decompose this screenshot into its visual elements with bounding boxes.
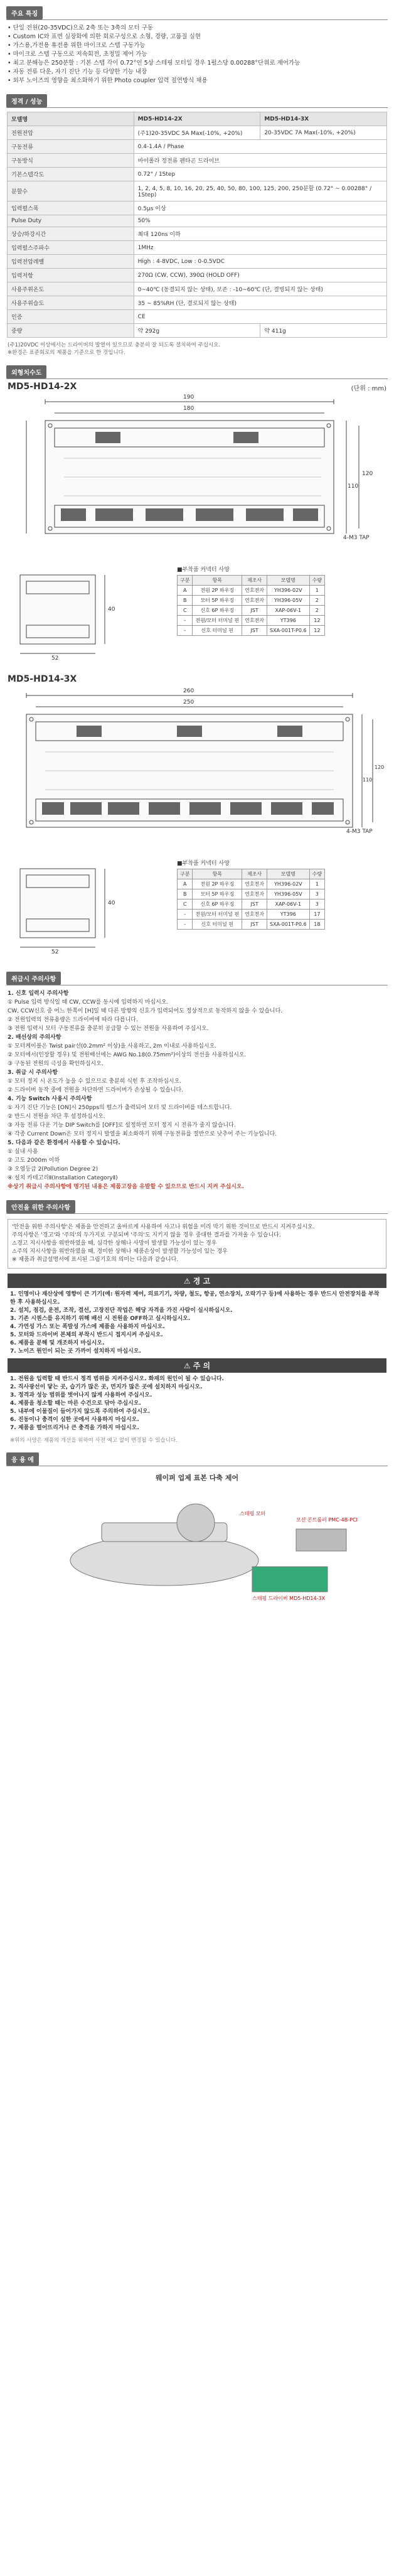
- spec-row-label: 사용주위온도: [8, 282, 134, 296]
- section-tab-application: 응 용 예: [6, 1452, 39, 1466]
- conn-th: 제조사: [242, 576, 267, 586]
- feature-item: • 가스용,가전용 휴전용 위한 마이크로 스텝 구동가능: [8, 42, 146, 49]
- spec-cell: 바이폴라 정전류 펜타곤 드라이브: [134, 154, 386, 168]
- dim-label: 52: [51, 949, 59, 955]
- application-title: 웨이퍼 업제 표본 다축 제어: [155, 1474, 239, 1482]
- dim-label: 120: [362, 471, 373, 477]
- caution-item: ③ 오염등급 2(Pollution Degree 2): [8, 1166, 98, 1173]
- drawing1: [8, 395, 386, 559]
- caution-item: ③ 구동된 전원의 극성을 확인하십시오.: [8, 1061, 104, 1067]
- safety-caution-item: 5. 내부에 이물질이 들어가지 않도록 주의하여 주십시오.: [10, 1409, 151, 1415]
- spec-row-label: 구동전류: [8, 140, 134, 154]
- section-tab-spec: 정격 / 성능: [6, 94, 47, 107]
- conn-cell: YH396-05V: [267, 596, 310, 606]
- caution-item: ③ 전원 입력시 모터 구동전류를 충분히 공급할 수 있는 전원을 사용하여 주십시오.: [8, 1026, 209, 1032]
- safety-caution-item: 6. 진동이나 충격이 심한 곳에서 사용하지 마십시오.: [10, 1417, 139, 1423]
- drawing2: [8, 689, 386, 852]
- drawing2-svg: [8, 689, 384, 852]
- feature-list: [8, 24, 386, 85]
- conn-cell: 3: [309, 899, 324, 910]
- conn-cell: YH396-05V: [267, 889, 310, 899]
- unit-label: (단위 : mm): [351, 385, 386, 392]
- drawing2-side-svg: [8, 856, 146, 957]
- spec-row: [8, 241, 387, 255]
- application-figure: [8, 1485, 386, 1611]
- spec-header: [6, 92, 388, 108]
- caution-item: 5. 다음과 같은 환경에서 사용할 수 있습니다.: [8, 1140, 120, 1146]
- spec-row-label: 구동방식: [8, 154, 134, 168]
- spec-note: ※환경은 표준회로의 제품을 기준으로 한 것입니다.: [8, 350, 125, 356]
- conn-row: [178, 626, 325, 636]
- drawing1-svg: [8, 395, 384, 559]
- dim-label: 190: [183, 394, 194, 400]
- safety-caution-item: 4. 제품을 청소할 때는 마른 수건으로 닦아 주십시오.: [10, 1400, 141, 1407]
- spec-row-label: 입력펄스폭: [8, 201, 134, 215]
- conn-th: 항목: [193, 869, 242, 879]
- application-svg: [8, 1485, 384, 1611]
- conn-th: 수량: [309, 576, 324, 586]
- conn-th: 모델명: [267, 869, 310, 879]
- conn-cell: C: [178, 899, 193, 910]
- spec-row: [8, 296, 387, 310]
- spec-row: [8, 215, 387, 227]
- warning-title: ⚠ 경 고: [8, 1274, 386, 1288]
- spec-row-label: 입력저항: [8, 269, 134, 282]
- drawing1-title: MD5-HD14-2X: [8, 382, 77, 392]
- spec-row-label: 입력전압레벨: [8, 255, 134, 269]
- caution-item: ③ 자동 전류 다운 기능 DIP Switch를 [OFF]로 설정하면 모터 정지 시 전류가 줄지 않습니다.: [8, 1122, 236, 1129]
- conn-cell: 12: [309, 616, 324, 626]
- caution-title: ⚠ 주 의: [8, 1358, 386, 1373]
- conn-cell: 연호전자: [242, 910, 267, 920]
- spec-row: [8, 126, 387, 140]
- caution-item: 4. 기능 Switch 사용시 주의사항: [8, 1096, 92, 1102]
- dim-label: 40: [108, 900, 115, 906]
- conn-cell: B: [178, 889, 193, 899]
- spec-th: MD5-HD14-2X: [134, 112, 260, 126]
- dim-label: 250: [183, 699, 194, 706]
- spec-cell: 20-35VDC 7A Max(-10%, +20%): [260, 126, 387, 140]
- warning-item: 3. 기존 시퀀스를 유지하기 위해 배선 시 전원을 OFF하고 실시하십시오.: [10, 1316, 191, 1322]
- conn-cell: A: [178, 879, 193, 889]
- dim-label: 260: [183, 688, 194, 694]
- conn-cell: 18: [309, 920, 324, 930]
- feature-item: • Custom IC와 표면 실장화에 의한 회로구성으로 소형, 경량, 고품질 실현: [8, 33, 201, 40]
- conn-cell: -: [178, 626, 193, 636]
- spec-row-label: 인증: [8, 310, 134, 324]
- caution-item: CW, CCW신호 중 어느 한쪽이 [H]일 때 다른 방향의 신호가 입력되어도 정상적으로 동작하지 않을 수 있습니다.: [8, 1008, 283, 1014]
- dim-label: 4-M3 TAP: [343, 535, 370, 541]
- conn-cell: JST: [242, 920, 267, 930]
- feature-item: • 최고 분해능은 250분할 : 기본 스텝 각이 0.72°인 5상 스테핑 모터일 경우 1펄스당 0.00288°단위로 제어가능: [8, 60, 301, 67]
- conn-cell: 전원/모터 터미널 핀: [193, 616, 242, 626]
- spec-row: [8, 282, 387, 296]
- spec-row: [8, 310, 387, 324]
- spec-cell: 0.72° / 1Step: [134, 168, 386, 181]
- application-header: [6, 1450, 388, 1466]
- spec-row: [8, 227, 387, 241]
- safety-intro: ※ 제품과 취급설명서에 표시된 그림기호의 의미는 다음과 같습니다.: [12, 1257, 179, 1263]
- warning-item: 4. 가연성 가스 또는 폭발성 가스에 제품을 사용하지 마십시오.: [10, 1324, 165, 1330]
- drawing2-title: MD5-HD14-3X: [8, 674, 77, 684]
- conn-cell: JST: [242, 626, 267, 636]
- caution-item: ④ 각종 Current Down은 모터 정지시 발열을 최소화하기 위해 구동전류를 절반으로 낮추어 주는 기능입니다.: [8, 1131, 277, 1137]
- spec-cell: CE: [134, 310, 386, 324]
- spec-cell: 270Ω (CW, CCW), 390Ω (HOLD OFF): [134, 269, 386, 282]
- caution-item: ② 반드시 전원을 차단 후 설정하십시오.: [8, 1114, 105, 1120]
- conn-cell: C: [178, 606, 193, 616]
- spec-row: [8, 269, 387, 282]
- conn-th: 구분: [178, 576, 193, 586]
- conn-cell: 전원 2P 하우징: [193, 586, 242, 596]
- spec-row: [8, 201, 387, 215]
- spec-row-label: 전원전압: [8, 126, 134, 140]
- spec-cell: 0.4-1.4A / Phase: [134, 140, 386, 154]
- conn1-caption: ■부착품 커넥터 사양: [177, 567, 230, 573]
- conn-cell: 연호전자: [242, 616, 267, 626]
- conn-cell: XAP-06V-1: [267, 606, 310, 616]
- conn-cell: 전원/모터 터미널 핀: [193, 910, 242, 920]
- caution-item: ② 전원입력의 전류용량은 드라이버에 따라 다릅니다.: [8, 1017, 138, 1023]
- conn-cell: 연호전자: [242, 889, 267, 899]
- conn-cell: 17: [309, 910, 324, 920]
- spec-cell: 0~40℃ (동결되지 않는 상태), 보존 : -10~60℃ (단, 결빙되지 않는 상태): [134, 282, 386, 296]
- conn-cell: 3: [309, 889, 324, 899]
- warning-item: 6. 제품을 분해 및 개조하지 마십시오.: [10, 1340, 105, 1346]
- spec-notes: [8, 341, 386, 357]
- spec-row-label: 상승/하강시간: [8, 227, 134, 241]
- conn-cell: -: [178, 920, 193, 930]
- conn-cell: 1: [309, 586, 324, 596]
- caution-item: ④ 설치 카테고리Ⅱ(Installation CategoryⅡ): [8, 1175, 118, 1181]
- conn-cell: 모터 5P 하우징: [193, 889, 242, 899]
- conn-cell: 2: [309, 596, 324, 606]
- conn-row: [178, 606, 325, 616]
- dim-label: 180: [183, 405, 194, 412]
- warning-item: 7. 노이즈 원인이 되는 곳 가까이 설치하지 마십시오.: [10, 1348, 141, 1355]
- caution-item: ① 모터케이블은 Twist pair선(0.2mm² 이상)을 사용하고, 2m 이내로 사용하십시오.: [8, 1043, 217, 1049]
- app-label: 모션 콘트롤러 PMC-4B-PCI: [296, 1517, 358, 1523]
- spec-row-label: 분할수: [8, 181, 134, 201]
- conn-th: 항목: [193, 576, 242, 586]
- safety-footer: ※위의 사양은 제품의 개선을 위하여 사전 예고 없이 변경될 수 있습니다.: [10, 1437, 178, 1444]
- caution-item: ① 실내 사용: [8, 1149, 38, 1155]
- app-label: 스테핑 드라이버 MD5-HD14-3X: [252, 1596, 326, 1601]
- section-tab-dimensions: 외형치수도: [6, 365, 46, 378]
- drawing1-side-svg: [8, 562, 146, 663]
- dimensions-header: [6, 363, 388, 379]
- safety-intro: '안전을 위한 주의사항'은 제품을 안전하고 올바르게 사용하여 사고나 위험을 미리 막기 위한 것이므로 반드시 지켜주십시오.: [12, 1224, 315, 1230]
- conn-cell: SXA-001T-P0.6: [267, 920, 310, 930]
- conn-cell: JST: [242, 899, 267, 910]
- spec-header-row: [8, 112, 387, 126]
- conn-row: [178, 899, 325, 910]
- safety-caution-item: 2. 직사광선이 닿는 곳, 습기가 많은 곳, 먼지가 많은 곳에 설치하지 마십시오.: [10, 1384, 203, 1390]
- conn-cell: -: [178, 910, 193, 920]
- safety-caution-list: [10, 1375, 384, 1432]
- warning-item: 1. 인명이나 재산상에 영향이 큰 기기(예: 원자력 제어, 의료기기, 차량, 철도, 항공, 연소장치, 오락기구 등)에 사용하는 경우 반드시 안전장치를 부착한 후 사용하십시오.: [10, 1291, 380, 1306]
- spec-cell: 1MHz: [134, 241, 386, 255]
- spec-th: MD5-HD14-3X: [260, 112, 387, 126]
- section-tab-caution: 취급시 주의사항: [6, 972, 61, 985]
- caution-item: ※상기 취급시 주의사항에 명기된 내용은 제품고장을 유발할 수 있으므로 반드시 지켜 주십시오.: [8, 1184, 245, 1190]
- safety-intro: 주의사항은 '경고'와 '주의'의 두가지로 구분되며 '주의'도 지키지 않을 경우 중대한 결과를 가져올 수 있습니다.: [12, 1232, 281, 1238]
- conn-cell: -: [178, 616, 193, 626]
- conn-cell: 1: [309, 879, 324, 889]
- features-header: [6, 4, 388, 20]
- spec-cell: 약 411g: [260, 324, 387, 338]
- safety-intro: ⚠경고 지시사항을 위반하였을 때, 심각한 상해나 사망이 발생할 가능성이 있는 경우: [12, 1240, 217, 1247]
- caution-header: [6, 969, 388, 985]
- conn-cell: XAP-06V-1: [267, 899, 310, 910]
- conn-th: 모델명: [267, 576, 310, 586]
- conn-row: [178, 596, 325, 606]
- spec-row-label: 사용주위습도: [8, 296, 134, 310]
- conn-row: [178, 920, 325, 930]
- conn-header-row: [178, 576, 325, 586]
- spec-row-label: 입력펄스주파수: [8, 241, 134, 255]
- dim-label: 40: [108, 606, 115, 613]
- app-label: 스테핑 모터: [240, 1511, 266, 1516]
- caution-item: ① 모터 정지 시 온도가 높을 수 있으므로 충분히 식힌 후 조작하십시오.: [8, 1078, 182, 1085]
- warning-item: 2. 설치, 점검, 운전, 조작, 결선, 고장진단 작업은 해당 자격을 가진 사람이 실시하십시오.: [10, 1307, 233, 1314]
- warning-list: [10, 1291, 384, 1356]
- conn-row: [178, 910, 325, 920]
- conn-cell: YH396-02V: [267, 879, 310, 889]
- conn-cell: YT396: [267, 616, 310, 626]
- conn-cell: YH396-02V: [267, 586, 310, 596]
- safety-header: [6, 1198, 388, 1214]
- caution-item: ② 드라이버 동작 중에 전원을 차단하면 드라이버가 손상될 수 있습니다.: [8, 1087, 184, 1093]
- conn-cell: B: [178, 596, 193, 606]
- spec-row: [8, 168, 387, 181]
- section-tab-safety: 안전을 위한 주의사항: [6, 1200, 75, 1213]
- spec-row-label: 중량: [8, 324, 134, 338]
- conn-cell: 연호전자: [242, 596, 267, 606]
- caution-item: 3. 취급 시 주의사항: [8, 1070, 58, 1076]
- warning-item: 5. 모터와 드라이버 본체의 부착시 반드시 접지시켜 주십시오.: [10, 1332, 163, 1338]
- safety-intro-box: [8, 1219, 386, 1269]
- section-tab-features: 주요 특징: [6, 6, 43, 19]
- safety-caution-item: 1. 전원을 입력할 때 반드시 정격 범위를 지켜주십시오. 화재의 원인이 될 수 있습니다.: [10, 1376, 225, 1382]
- conn-cell: 연호전자: [242, 586, 267, 596]
- safety-caution-item: 3. 정격과 성능 범위를 벗어나지 않게 사용하여 주십시오.: [10, 1392, 152, 1398]
- conn-cell: 12: [309, 626, 324, 636]
- dim-label: 52: [51, 655, 59, 662]
- spec-cell: 최대 120ns 이하: [134, 227, 386, 241]
- feature-item: • 외부 노이즈의 영향을 최소화하기 위한 Photo coupler 입력 절연방식 채용: [8, 77, 208, 84]
- conn-cell: YT396: [267, 910, 310, 920]
- conn-th: 구분: [178, 869, 193, 879]
- conn-cell: 전원 2P 하우징: [193, 879, 242, 889]
- conn2-caption: ■부착품 커넥터 사양: [177, 861, 230, 867]
- spec-cell: (주1)20-35VDC 5A Max(-10%, +20%): [134, 126, 260, 140]
- conn-cell: 신호 터미널 핀: [193, 626, 242, 636]
- conn-header-row: [178, 869, 325, 879]
- spec-note: (주1)20VDC 이상에서는 드라이버의 발열이 있으므로 충분히 잘 되도록 설치하여 주십시오.: [8, 342, 221, 348]
- safety-caution-item: 7. 제품을 떨어뜨리거나 큰 충격을 가하지 마십시오.: [10, 1425, 139, 1431]
- spec-th: 모델명: [8, 112, 134, 126]
- conn-cell: 신호 터미널 핀: [193, 920, 242, 930]
- spec-row: [8, 324, 387, 338]
- spec-row-label: Pulse Duty: [8, 215, 134, 227]
- conn-row: [178, 586, 325, 596]
- spec-row: [8, 154, 387, 168]
- conn-cell: 모터 5P 하우징: [193, 596, 242, 606]
- conn-cell: 2: [309, 606, 324, 616]
- conn2-table: [177, 869, 325, 930]
- conn-cell: 연호전자: [242, 879, 267, 889]
- conn-row: [178, 616, 325, 626]
- conn-cell: A: [178, 586, 193, 596]
- spec-row-label: 기본스텝각도: [8, 168, 134, 181]
- caution-item: ② 모터에서(인장할 경우) 및 전원배선에는 AWG No.18(0.75mm²)이상의 전선을 사용하십시오.: [8, 1052, 247, 1058]
- spec-cell: 0.5μs 이상: [134, 201, 386, 215]
- caution-item: ② 고도 2000m 이하: [8, 1157, 60, 1164]
- safety-intro: ⚠주의 지시사항을 위반하였을 때, 경미한 상해나 제품손상이 발생할 가능성이 있는 경우: [12, 1248, 228, 1255]
- caution-item: ① Pulse 입력 방식일 때 CW, CCW를 동시에 입력하지 마십시오.: [8, 999, 169, 1006]
- conn1-table: [177, 575, 325, 636]
- dim-label: 4-M3 TAP: [346, 829, 373, 835]
- spec-cell: 50%: [134, 215, 386, 227]
- spec-cell: High : 4-8VDC, Low : 0-0.5VDC: [134, 255, 386, 269]
- spec-table: [7, 112, 387, 338]
- dim-label: 120: [375, 765, 385, 770]
- feature-item: • 단일 전원(20-35VDC)으로 2축 또는 3축의 모터 구동: [8, 24, 153, 31]
- spec-cell: 약 292g: [134, 324, 260, 338]
- caution-item: 2. 배선상의 주의사항: [8, 1034, 61, 1041]
- feature-item: • 자동 전류 다운, 자기 진단 기능 등 다양한 기능 내장: [8, 68, 147, 75]
- spec-cell: 1, 2, 4, 5, 8, 10, 16, 20, 25, 40, 50, 80, 100, 125, 200, 250분할 (0.72° ~ 0.00288° / 1Step): [134, 181, 386, 201]
- conn-row: [178, 879, 325, 889]
- spec-row: [8, 255, 387, 269]
- spec-cell: 35 ~ 85%RH (단, 결로되지 않는 상태): [134, 296, 386, 310]
- conn-cell: 신호 6P 하우징: [193, 606, 242, 616]
- caution-item: ① 자기 진단 기능은 [ON]시 250pps의 펄스가 출력되어 모터 및 드라이버를 테스트합니다.: [8, 1105, 232, 1111]
- conn-cell: SXA-001T-P0.6: [267, 626, 310, 636]
- conn-th: 수량: [309, 869, 324, 879]
- spec-row: [8, 140, 387, 154]
- conn-row: [178, 889, 325, 899]
- conn-cell: 신호 6P 하우징: [193, 899, 242, 910]
- caution-item: 1. 신호 입력시 주의사항: [8, 990, 69, 997]
- conn-cell: JST: [242, 606, 267, 616]
- conn-th: 제조사: [242, 869, 267, 879]
- dim-label: 110: [348, 483, 359, 490]
- feature-item: • 마이크로 스텝 구동으로 저속회전, 초정밀 제어 가능: [8, 51, 147, 58]
- dim-label: 110: [363, 777, 373, 783]
- caution-list: [8, 989, 386, 1191]
- spec-row: [8, 181, 387, 201]
